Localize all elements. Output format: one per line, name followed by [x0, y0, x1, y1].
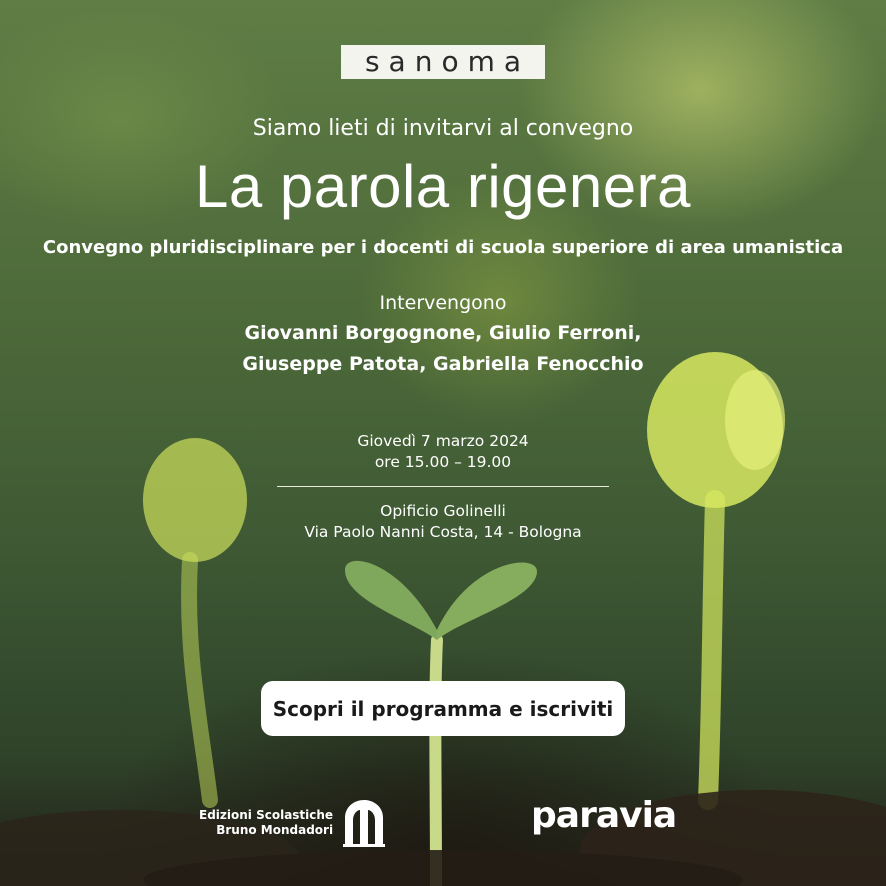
paravia-logo: paravia — [531, 795, 677, 836]
mondadori-rose-icon — [341, 798, 387, 848]
invitation-intro: Siamo lieti di invitarvi al convegno — [252, 116, 634, 141]
event-subtitle: Convegno pluridisciplinare per i docenti di scuola superiore di area umanistica — [42, 237, 844, 258]
register-button[interactable] — [261, 681, 625, 736]
event-venue: Opificio Golinelli — [380, 502, 506, 520]
bruno-mondadori-logo — [199, 798, 387, 848]
publisher-left-line-1: Edizioni Scolastiche — [199, 808, 334, 822]
event-title: La parola rigenera — [194, 153, 691, 220]
register-button-label: Scopri il programma e iscriviti — [272, 696, 614, 721]
publisher-left-line-2: Bruno Mondadori — [216, 823, 334, 837]
sanoma-logo-text: sanoma — [364, 45, 531, 78]
event-time: ore 15.00 – 19.00 — [374, 453, 512, 471]
speakers-label: Intervengono — [379, 292, 507, 314]
sanoma-logo — [341, 45, 545, 79]
event-date: Giovedì 7 marzo 2024 — [357, 432, 529, 450]
speakers-line-2: Giuseppe Patota, Gabriella Fenocchio — [242, 353, 644, 375]
divider — [277, 486, 609, 487]
event-address: Via Paolo Nanni Costa, 14 - Bologna — [304, 523, 582, 541]
speakers-line-1: Giovanni Borgognone, Giulio Ferroni, — [244, 322, 642, 344]
